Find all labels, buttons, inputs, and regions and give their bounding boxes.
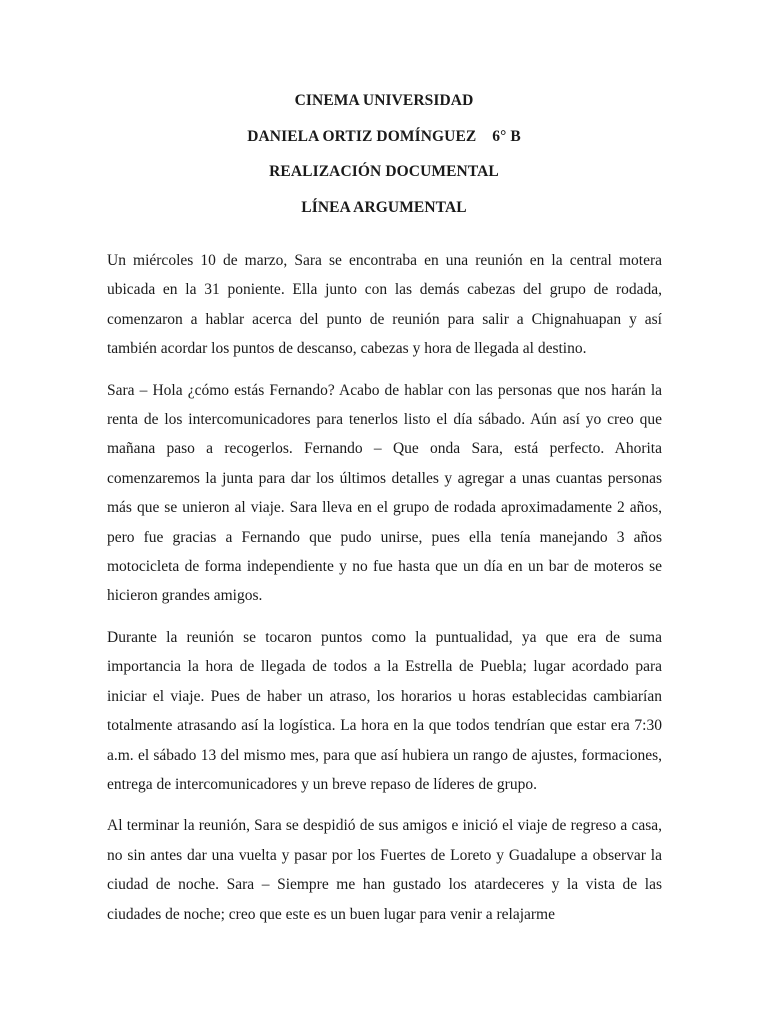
- header-course: REALIZACIÓN DOCUMENTAL: [269, 163, 499, 180]
- document-body: [107, 246, 662, 941]
- paragraph-1: Un miércoles 10 de marzo, Sara se encontraba en una reunión en la central motera ubicada en la 31 poniente. Ella junto con las demás cabezas del grupo de rodada, comenzaron a hablar acerca del punto de reunión para salir a Chignahuapan y así también acordar los puntos de descanso, cabezas y hora de llegada al destino.: [107, 252, 662, 358]
- paragraph-3: Durante la reunión se tocaron puntos como la puntualidad, ya que era de suma importancia la hora de llegada de todos a la Estrella de Puebla; lugar acordado para iniciar el viaje. Pues de haber un atraso, los horarios u horas establecidas cambiarían totalmente atrasando así la logística. La hora en la que todos tendrían que estar era 7:30 a.m. el sábado 13 del mismo mes, para que así hubiera un rango de ajustes, formaciones, entrega de intercomunicadores y un breve repaso de líderes de grupo.: [107, 628, 662, 793]
- paragraph-4: Al terminar la reunión, Sara se despidió de sus amigos e inició el viaje de regreso a casa, no sin antes dar una vuelta y pasar por los Fuertes de Loreto y Guadalupe a observar la ciudad de noche. Sara – Siempre me han gustado los atardeceres y la vista de las ciudades de noche; creo que este es un buen lugar para venir a relajarme: [107, 817, 662, 923]
- document-header: [0, 88, 768, 230]
- header-author: DANIELA ORTIZ DOMÍNGUEZ 6° B: [247, 127, 521, 145]
- header-institution: CINEMA UNIVERSIDAD: [294, 92, 474, 109]
- paragraph-2: Sara – Hola ¿cómo estás Fernando? Acabo de hablar con las personas que nos harán la renta de los intercomunicadores para tenerlos listo el día sábado. Aún así yo creo que mañana paso a recogerlos. Fernando – Que onda Sara, está perfecto. Ahorita comenzaremos la junta para dar los últimos detalles y agregar a unas cuantas personas más que se unieron al viaje. Sara lleva en el grupo de rodada aproximadamente 2 años, pero fue gracias a Fernando que pudo unirse, pues ella tenía manejando 3 años motocicleta de forma independiente y no fue hasta que un día en un bar de moteros se hicieron grandes amigos.: [107, 381, 662, 605]
- header-title: LÍNEA ARGUMENTAL: [301, 198, 467, 216]
